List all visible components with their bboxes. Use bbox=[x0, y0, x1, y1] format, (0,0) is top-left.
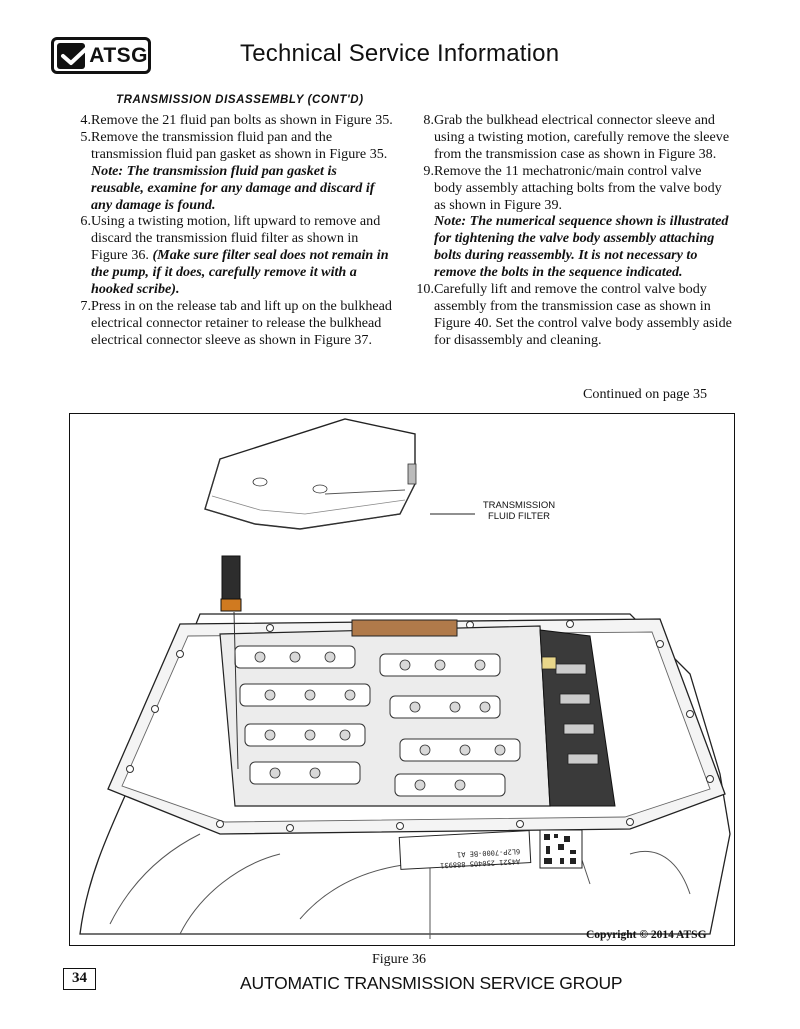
step-note: Note: The transmission fluid pan gasket is reusable, examine for any damage and discard if any damage is found. bbox=[91, 162, 375, 213]
step-6 bbox=[78, 213, 393, 298]
case-label-part-number: 6L2P-7000-BE A1 bbox=[456, 847, 521, 859]
step-text: Remove the 11 mechatronic/main control valve body assembly attaching bolts from the valve body as shown in Figure 39. bbox=[434, 162, 722, 213]
page-title: Technical Service Information bbox=[240, 40, 560, 67]
figure-caption: Figure 36 bbox=[372, 952, 427, 967]
step-note: (Make sure filter seal does not remain in the pump, if it does, carefully remove it with a hooked scribe). bbox=[91, 247, 389, 298]
copyright: Copyright © 2014 ATSG bbox=[586, 929, 707, 941]
footer-text: AUTOMATIC TRANSMISSION SERVICE GROUP bbox=[240, 973, 623, 993]
step-number: 7. bbox=[80, 297, 91, 314]
step-10 bbox=[414, 281, 732, 349]
step-number: 6. bbox=[80, 213, 91, 230]
step-number: 4. bbox=[80, 112, 91, 128]
step-7 bbox=[78, 298, 393, 349]
step-number: 8. bbox=[423, 112, 434, 128]
atsg-logo bbox=[51, 37, 151, 74]
step-text: Remove the transmission fluid pan and the transmission fluid pan gasket as shown in Figure 35. bbox=[91, 128, 388, 162]
section-title: TRANSMISSION DISASSEMBLY (CONT'D) bbox=[116, 94, 364, 106]
right-column bbox=[414, 112, 732, 349]
left-column bbox=[78, 112, 393, 349]
callout-line-2: FLUID FILTER bbox=[487, 511, 551, 522]
step-note: Note: The numerical sequence shown is illustrated for tightening the valve body assembly attaching bolts during reassembly. It is not necessary to remove the bolts in the sequence indicated. bbox=[434, 213, 729, 281]
logo-text: ATSG bbox=[89, 43, 148, 67]
callout-transmission-fluid-filter bbox=[474, 500, 564, 522]
callout-line-1: TRANSMISSION bbox=[482, 500, 556, 511]
step-number: 9. bbox=[423, 162, 434, 179]
step-number: 10. bbox=[416, 281, 434, 298]
checkmark-icon bbox=[57, 43, 85, 69]
step-text: Grab the bulkhead electrical connector sleeve and using a twisting motion, carefully remove the sleeve from the transmission case as shown in Figure 38. bbox=[434, 112, 730, 162]
step-number: 5. bbox=[80, 128, 91, 145]
transmission-illustration bbox=[70, 414, 735, 946]
continued-note: Continued on page 35 bbox=[583, 386, 708, 402]
step-text: Using a twisting motion, lift upward to remove and discard the transmission fluid filter as shown in Figure 36. bbox=[91, 213, 381, 264]
step-text: Carefully lift and remove the control valve body assembly from the transmission case as shown in Figure 40. Set the control valve body assembly aside for disassembly and cleaning. bbox=[434, 281, 732, 348]
page-number: 34 bbox=[63, 968, 96, 990]
step-9 bbox=[414, 163, 732, 281]
step-5 bbox=[78, 129, 393, 214]
step-text: Press in on the release tab and lift up on the bulkhead electrical connector retainer to release the bulkhead electrical connector sleeve as shown in Figure 37. bbox=[91, 297, 392, 348]
figure-36-frame bbox=[69, 413, 735, 946]
step-8 bbox=[414, 112, 732, 163]
step-text: Remove the 21 fluid pan bolts as shown in Figure 35. bbox=[91, 112, 393, 128]
step-4 bbox=[78, 112, 393, 129]
case-label-serial: A4321 250405 888931 bbox=[439, 857, 521, 870]
